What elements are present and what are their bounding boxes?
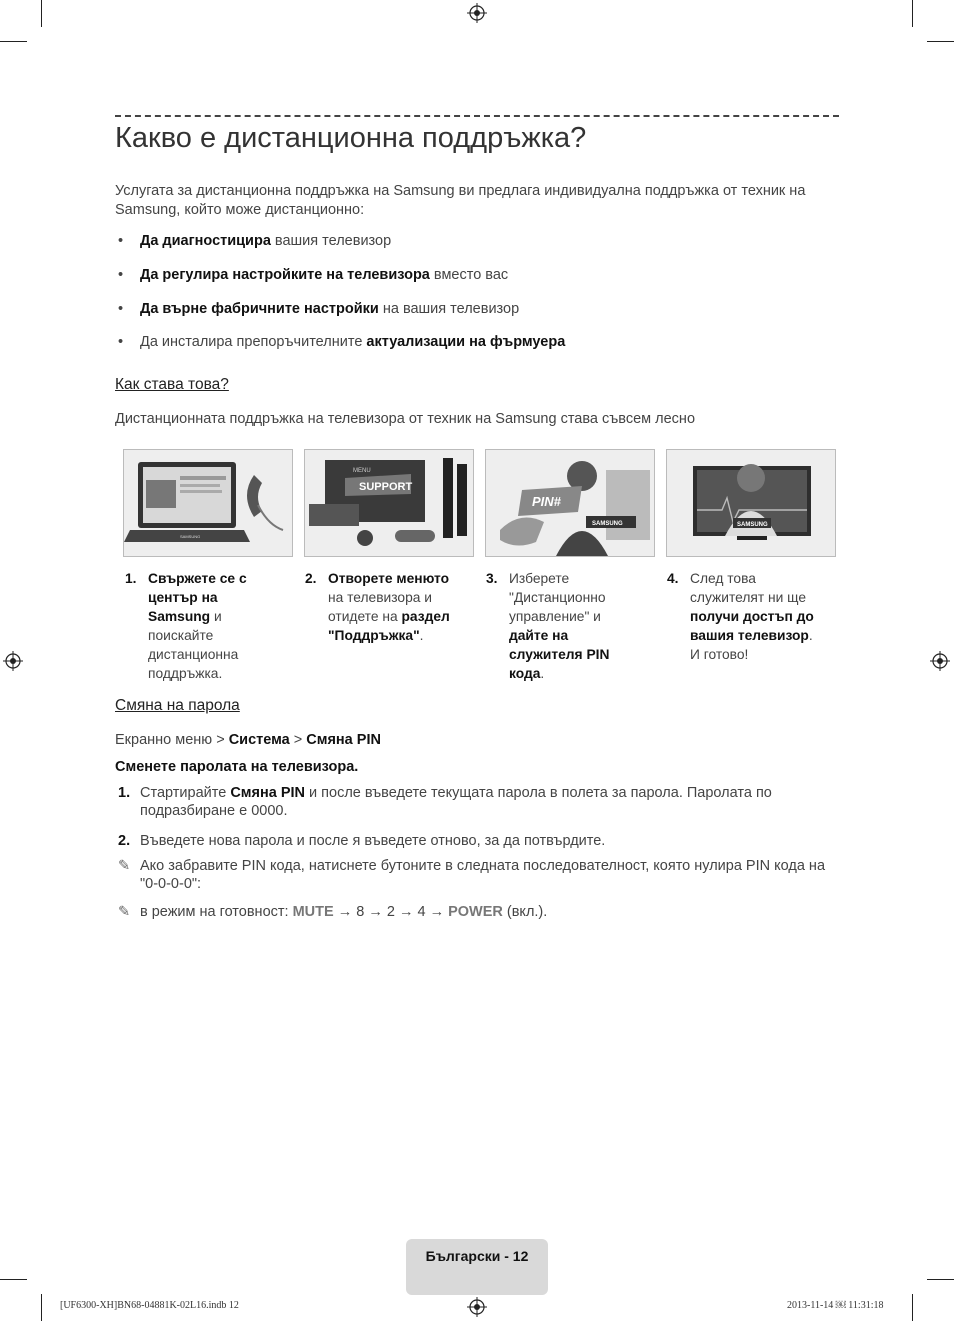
crop-mark	[41, 1294, 42, 1321]
crop-mark	[41, 0, 42, 27]
change-label: Сменете паролата на телевизора.	[115, 759, 359, 775]
svg-text:SAMSUNG: SAMSUNG	[737, 522, 768, 528]
step-image-laptop-phone	[123, 449, 293, 557]
registration-mark-icon	[467, 3, 487, 23]
svg-text:SAMSUNG: SAMSUNG	[592, 521, 623, 527]
menu-path: Екранно меню > Система > Смяна PIN	[115, 732, 381, 748]
step-image-pin-agent	[485, 449, 655, 557]
how-text: Дистанционната поддръжка на телевизора от техник на Samsung става съвсем лесно	[115, 411, 696, 427]
pencil-note-icon: ✎	[118, 904, 131, 920]
registration-mark-icon	[467, 1297, 487, 1317]
step-image-support-menu	[304, 449, 474, 557]
crop-mark	[912, 0, 913, 27]
svg-text:PIN#: PIN#	[532, 494, 561, 509]
password-heading: Смяна на парола	[115, 697, 240, 714]
pencil-note-icon: ✎	[118, 858, 131, 874]
svg-text:MENU: MENU	[353, 468, 371, 474]
crop-mark	[927, 1279, 954, 1280]
crop-mark	[927, 41, 954, 42]
imprint-date: 2013-11-14 ￼ 11:31:18	[787, 1300, 884, 1311]
step-image-tv-agent	[666, 449, 836, 557]
page-title: Какво е дистанционна поддръжка?	[115, 122, 587, 154]
svg-text:SUPPORT: SUPPORT	[359, 481, 413, 493]
intro-paragraph: Услугата за дистанционна поддръжка на Samsung ви предлага индивидуална поддръжка от техник на Samsung, който може дистанционно:	[115, 183, 806, 218]
imprint-file: [UF6300-XH]BN68-04881K-02L16.indb 12	[60, 1300, 239, 1311]
crop-mark	[0, 1279, 27, 1280]
crop-mark	[912, 1294, 913, 1321]
how-heading: Как става това?	[115, 376, 229, 393]
page-number-tab: Български - 12	[406, 1239, 548, 1295]
crop-mark	[0, 41, 27, 42]
title-rule	[115, 115, 839, 117]
registration-mark-icon	[930, 651, 950, 671]
svg-text:SAMSUNG: SAMSUNG	[180, 534, 201, 539]
registration-mark-icon	[3, 651, 23, 671]
